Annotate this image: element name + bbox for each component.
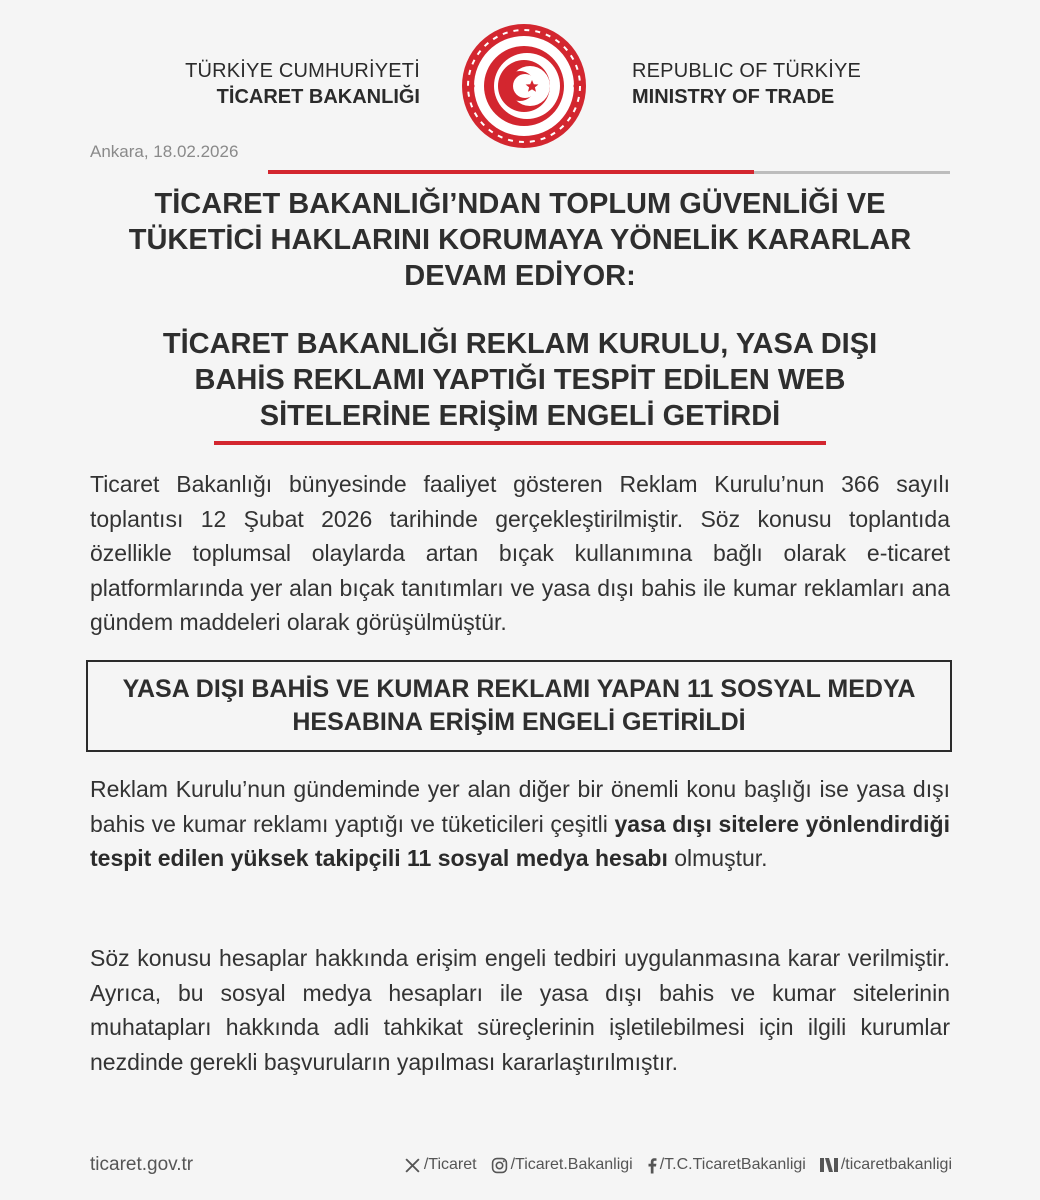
sub-title-line: BAHİS REKLAMI YAPTIĞI TESPİT EDİLEN WEB — [194, 364, 846, 396]
ministry-emblem-icon — [460, 22, 588, 150]
social-link-x[interactable] — [404, 1156, 477, 1174]
header-right-line1: REPUBLIC OF TÜRKİYE — [632, 60, 862, 82]
social-links — [404, 1156, 952, 1174]
social-handle: /ticaretbakanligi — [840, 1156, 952, 1173]
paragraph-2-start: Reklam Kurulu’nun gündeminde yer alan diğer bir önemli konu başlığı ise yasa dışı bahis ve kumar reklamı yaptığı ve tüketicileri çeşitli — [90, 776, 950, 837]
sub-title — [90, 326, 950, 434]
website-link[interactable]: ticaret.gov.tr — [90, 1154, 194, 1175]
title-divider-red — [214, 441, 826, 445]
header-left-block — [150, 58, 420, 110]
header-left-line1: TÜRKİYE CUMHURİYETİ — [185, 60, 420, 82]
paragraph-3: Söz konusu hesaplar hakkında erişim engeli tedbiri uygulanmasına karar verilmiştir. Ayrıca, bu sosyal medya hesapları ile yasa dışı bahis ve kumar sitelerinin muhatapları hakkında adli tahkikat süreçlerinin işletilebilmesi için ilgili kurumlar nezdinde gerekli başvuruların yapılması kararlaştırılmıştır. — [90, 945, 950, 1075]
social-handle: /T.C.TicaretBakanligi — [659, 1156, 806, 1173]
main-title-line: TÜKETİCİ HAKLARINI KORUMAYA YÖNELİK KARARLAR — [128, 224, 912, 256]
social-link-instagram[interactable] — [491, 1156, 633, 1174]
header-right-block — [632, 58, 932, 110]
paragraph-1: Ticaret Bakanlığı bünyesinde faaliyet gösteren Reklam Kurulu’nun 366 sayılı toplantısı 12 Şubat 2026 tarihinde gerçekleştirilmiştir. Söz konusu toplantıda özellikle toplumsal olaylarda artan bıçak kullanımına bağlı olarak e-ticaret platformlarında yer alan bıçak tanıtımları ve yasa dışı bahis ile kumar reklamları ana gündem maddeleri olarak görüşülmüştür. — [90, 471, 950, 635]
facebook-icon — [647, 1157, 657, 1174]
paragraph-2-bold: yasa dışı sitelere yönlendirdiği tespit edilen yüksek takipçili 11 sosyal medya hesabı — [90, 810, 950, 871]
paragraph-2 — [90, 772, 950, 876]
x-icon — [404, 1157, 421, 1174]
instagram-icon — [491, 1157, 508, 1174]
header-right-line2: MINISTRY OF TRADE — [632, 86, 835, 108]
boxed-heading-line: HESABINA ERİŞİM ENGELİ GETİRİLDİ — [292, 708, 746, 736]
release-date: Ankara, 18.02.2026 — [90, 142, 239, 161]
social-link-nsosyal[interactable] — [820, 1156, 952, 1174]
main-title — [90, 186, 950, 294]
main-title-line: DEVAM EDİYOR: — [404, 260, 636, 292]
sub-title-line: SİTELERİNE ERİŞİM ENGELİ GETİRDİ — [259, 400, 781, 432]
social-handle: /Ticaret.Bakanligi — [510, 1156, 633, 1173]
boxed-heading-line: YASA DIŞI BAHİS VE KUMAR REKLAMI YAPAN 11 SOSYAL MEDYA — [122, 675, 916, 703]
social-link-facebook[interactable] — [647, 1156, 806, 1174]
social-handle: /Ticaret — [423, 1156, 477, 1173]
nsosyal-icon — [820, 1157, 838, 1173]
sub-title-line: TİCARET BAKANLIĞI REKLAM KURULU, YASA DIŞI — [162, 328, 878, 360]
footer — [90, 1154, 952, 1180]
divider-red — [268, 170, 754, 174]
main-title-line: TİCARET BAKANLIĞI’NDAN TOPLUM GÜVENLİĞİ VE — [154, 188, 886, 220]
header-left-line2: TİCARET BAKANLIĞI — [216, 86, 420, 108]
boxed-heading — [86, 660, 952, 752]
paragraph-2-end: olmuştur. — [667, 845, 768, 871]
